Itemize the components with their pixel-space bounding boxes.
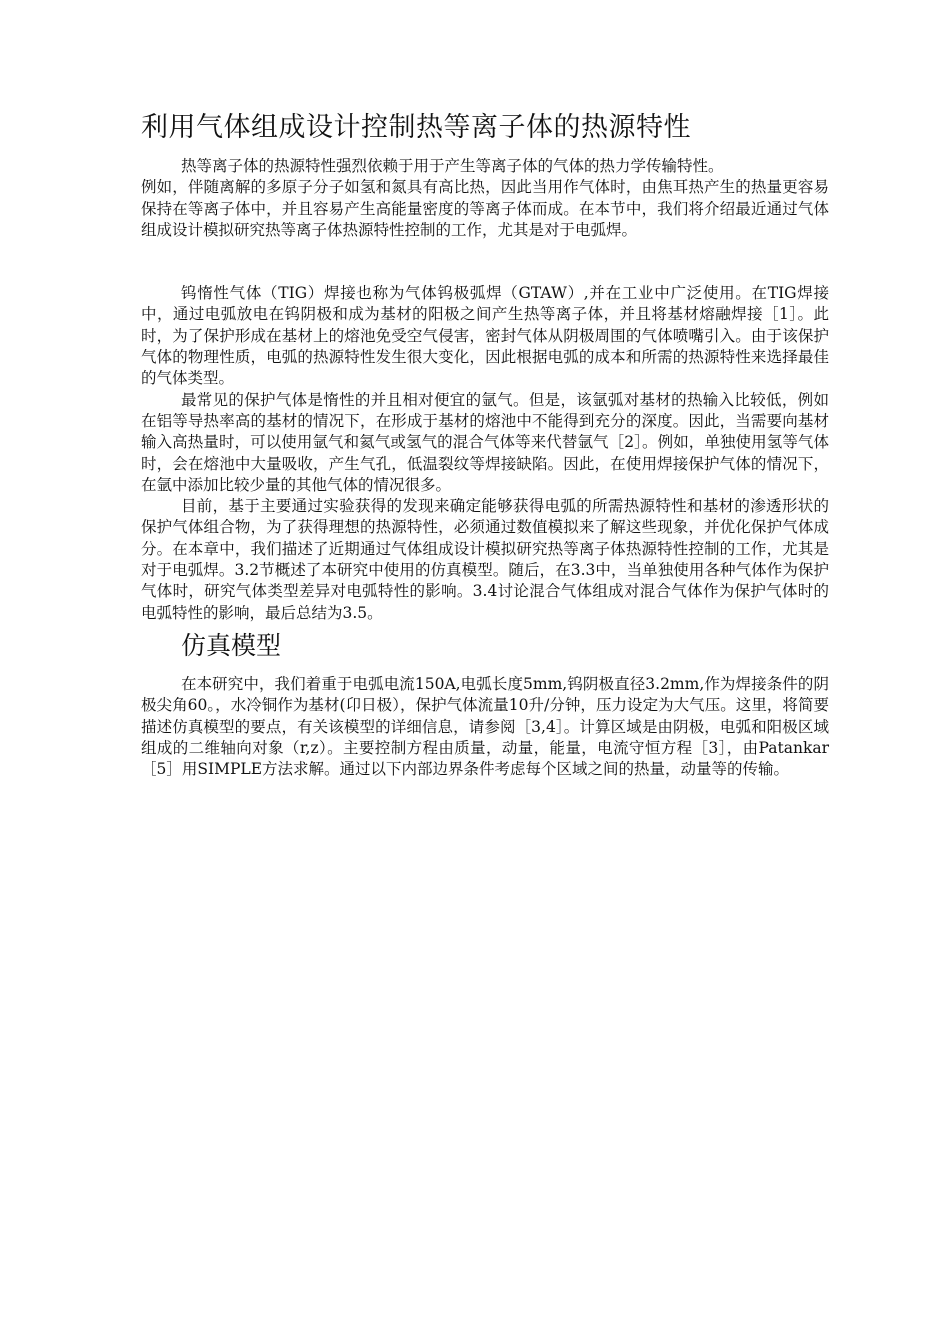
document-page — [141, 108, 829, 780]
paragraph-spacer — [141, 241, 829, 283]
section-paragraph-model: 在本研究中，我们着重于电弧电流150A,电弧长度5mm,钨阴极直径3.2mm,作为焊接条件的阴极尖角60。，水冷铜作为基材(卬日极），保护气体流量10升/分钟，压力设定为大气压。这里，将简要描述仿真模型的要点，有关该模型的详细信息，请参阅［3,4］。计算区域是由阴极，电弧和阳极区域组成的二维轴向对象（r,z）。主要控制方程由质量，动量，能量，电流守恒方程［3］，由Patankar［5］用SIMPLE方法求解。通过以下内部边界条件考虑每个区域之间的热量，动量等的传输。 — [141, 674, 829, 779]
body-paragraph-overview: 目前，基于主要通过实验获得的发现来确定能够获得电弧的所需热源特性和基材的渗透形状的保护气体组合物，为了获得理想的热源特性，必须通过数值模拟来了解这些现象，并优化保护气体成分。在本章中，我们描述了近期通过气体组成设计模拟研究热等离子体热源特性控制的工作，尤其是对于电弧焊。3.2节概述了本研究中使用的仿真模型。随后，在3.3中，当单独使用各种气体作为保护气体时，研究气体类型差异对电弧特性的影响。3.4讨论混合气体组成对混合气体作为保护气体时的电弧特性的影响，最后总结为3.5。 — [141, 497, 829, 622]
intro-paragraph-2: 例如，伴随离解的多原子分子如氢和氮具有高比热，因此当用作气体时，由焦耳热产生的热量更容易保持在等离子体中，并且容易产生高能量密度的等离子体而成。在本节中，我们将介绍最近通过气体组成设计模拟研究热等离子体热源特性控制的工作，尤其是对于电弧焊。 — [141, 178, 829, 239]
intro-paragraph-1: 热等离子体的热源特性强烈依赖于用于产生等离子体的气体的热力学传输特性。 — [181, 157, 724, 175]
body-paragraph-tig: 钨惰性气体（TIG）焊接也称为气体钨极弧焊（GTAW）,并在工业中广泛使用。在TIG焊接中，通过电弧放电在钨阴极和成为基材的阳极之间产生热等离子体，并且将基材熔融焊接［1］。此时，为了保护形成在基材上的熔池免受空气侵害，密封气体从阴极周围的气体喷嘴引入。由于该保护气体的物理性质，电弧的热源特性发生很大变化，因此根据电弧的成本和所需的热源特性来选择最佳的气体类型。 — [141, 284, 829, 388]
body-paragraph-argon: 最常见的保护气体是惰性的并且相对便宜的氩气。但是，该氩弧对基材的热输入比较低，例如在铝等导热率高的基材的情况下，在形成于基材的熔池中不能得到充分的深度。因此，当需要向基材输入高热量时，可以使用氩气和氦气或氢气的混合气体等来代替氩气［2］。例如，单独使用氢等气体时，会在熔池中大量吸收，产生气孔，低温裂纹等焊接缺陷。因此，在使用焊接保护气体的情况下，在氩中添加比较少量的其他气体的情况很多。 — [141, 390, 829, 494]
document-title: 利用气体组成设计控制热等离子体的热源特性 — [141, 112, 691, 143]
section-heading: 仿真模型 — [181, 630, 282, 660]
